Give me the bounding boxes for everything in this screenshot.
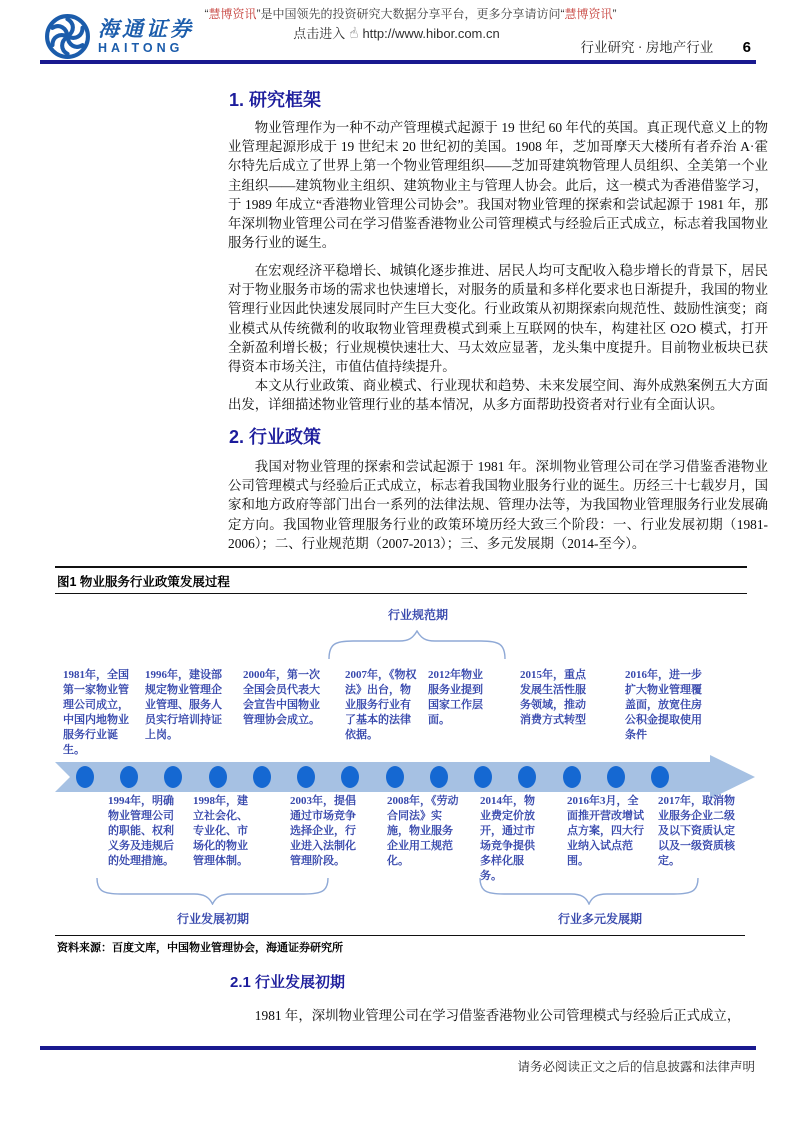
timeline-item-2016-03: 2016年3月，全面推开营改增试点方案，四大行业纳入试点范围。 xyxy=(567,795,644,867)
section-2-1-title: 2.1 行业发展初期 xyxy=(230,974,346,991)
promo-click-label[interactable]: 点击进入 xyxy=(293,26,346,41)
doc-category: 行业研究 · 房地产行业 xyxy=(580,40,714,55)
paragraph: 我国对物业管理的探索和尝试起源于 1981 年。深圳物业管理公司在学习借鉴香港物业公司管理模式与经验后正式成立，标志着我国物业服务行业的诞生。历经三十七载岁月，国家和地方政府等部门出台一系列的法律法规、管理办法等，为我国物业管理服务行业发展确定方向。我国物业管理服务行业的政策环境历经大致三个阶段：一、行业发展初期（1981-2006）；二、行业规范期（2007-2013）；三、多元发展期（2014-至今）。 xyxy=(228,459,768,551)
header-rule xyxy=(40,60,756,64)
timeline-item-1994: 1994年，明确物业管理公司的职能、权利义务及违规后的处理措施。 xyxy=(108,795,174,867)
hand-cursor-icon: ☝ xyxy=(347,24,361,43)
brace-bottom-right-icon xyxy=(478,877,700,905)
timeline-item-2012: 2012年物业服务业提到国家工作层面。 xyxy=(428,669,483,726)
phase-label-initial: 行业发展初期 xyxy=(176,912,249,926)
policy-timeline-diagram xyxy=(55,592,745,936)
paragraph: 在宏观经济平稳增长、城镇化逐步推进、居民人均可支配收入稳步增长的背景下，居民对于物业服务市场的需求也快速增长，对服务的质量和多样化要求也日渐提升，我国的物业管理行业因此快速发展同时产生巨大变化。行业政策从初期探索向规范性、鼓励性演变；商业模式从传统微利的收取物业管理费模式到乘上互联网的快车，构建社区 O2O 模式，打开全新盈利增长极；行业规模快速壮大、马太效应显著，龙头集中度提升。目前物业板块已获得资本市场关注，市值估值持续提升。 xyxy=(228,263,768,375)
timeline-item-2000: 2000年，第一次全国会员代表大会宣告中国物业管理协会成立。 xyxy=(243,669,320,726)
timeline-item-1998: 1998年，建立社会化、专业化、市场化的物业管理体制。 xyxy=(193,795,248,867)
promo-quote: “ xyxy=(204,7,209,21)
section-2-title: 2. 行业政策 xyxy=(229,427,322,447)
promo-brand: 慧博资讯 xyxy=(208,7,257,21)
promo-brand-2: 慧博资讯 xyxy=(564,7,613,21)
timeline-item-2015: 2015年，重点发展生活性服务领域，推动消费方式转型 xyxy=(520,669,586,726)
phase-label-diverse: 行业多元发展期 xyxy=(557,912,642,926)
section-1-title: 1. 研究框架 xyxy=(229,90,322,110)
figure-source: 资料来源：百度文库，中国物业管理协会，海通证券研究所 xyxy=(57,942,343,954)
promo-url-link[interactable]: http://www.hibor.com.cn xyxy=(362,26,500,41)
timeline-item-2016: 2016年，进一步扩大物业管理覆盖面，放宽住房公积金提取使用条件 xyxy=(625,669,702,741)
haitong-emblem-icon xyxy=(44,13,91,60)
doc-meta xyxy=(575,36,753,61)
timeline-item-1996: 1996年，建设部规定物业管理企业管理、服务人员实行培训持证上岗。 xyxy=(145,669,222,741)
timeline-item-2014: 2014年，物业费定价放开，通过市场竞争提供多样化服务。 xyxy=(480,795,535,882)
timeline-item-2008: 2008年，《劳动合同法》实施，物业服务企业用工规范化。 xyxy=(387,795,459,867)
paragraph: 物业管理作为一种不动产管理模式起源于 19 世纪 60 年代的英国。真正现代意义上的物业管理起源形成于 19 世纪末 20 世纪初的美国。1908 年，芝加哥摩天大楼所有者乔治 A·霍尔特先后成立了世界上第一个物业管理组织——芝加哥建筑物管理人员组织、全美第一个业主组织——建筑物业主组织、建筑物业主与管理人协会。此后，这一模式为香港借鉴学习，于 1989 年成立“香港物业管理公司协会”。我国对物业管理的探索和尝试起源于 1981 年，那年深圳物业管理公司在学习借鉴香港物业公司管理模式与经验后正式成立，标志着我国物业服务行业的诞生。 xyxy=(228,120,768,251)
logo-name-cn: 海通证券 xyxy=(98,16,194,41)
page-number: 6 xyxy=(742,39,751,56)
figure-caption: 图1 物业服务行业政策发展过程 xyxy=(55,566,747,594)
logo-name-en: HAITONG xyxy=(98,40,184,55)
footer-rule xyxy=(40,1046,756,1050)
footer-disclaimer: 请务必阅读正文之后的信息披露和法律声明 xyxy=(517,1060,755,1074)
timeline-item-2007: 2007年，《物权法》出台，物业服务行业有了基本的法律依据。 xyxy=(345,669,417,741)
haitong-logo xyxy=(44,13,194,60)
phase-label-regulation: 行业规范期 xyxy=(387,608,448,622)
paragraph: 1981 年，深圳物业管理公司在学习借鉴香港物业公司管理模式与经验后正式成立， xyxy=(254,1008,741,1023)
timeline-item-2017: 2017年，取消物业服务企业二级及以下资质认定以及一级资质核定。 xyxy=(658,795,735,867)
timeline-item-2003: 2003年，提倡通过市场竞争选择企业，行业进入法制化管理阶段。 xyxy=(290,795,356,867)
brace-bottom-left-icon xyxy=(95,877,330,905)
brace-top-icon xyxy=(327,630,507,660)
promo-text: ”是中国领先的投资研究大数据分享平台，更多分享请访问“ xyxy=(256,7,565,21)
paragraph: 本文从行业政策、商业模式、行业现状和趋势、未来发展空间、海外成熟案例五大方面出发，详细描述物业管理行业的基本情况，从多方面帮助投资者对行业有全面认识。 xyxy=(228,378,768,413)
timeline-item-1981: 1981年，全国第一家物业管理公司成立，中国内地物业服务行业诞生。 xyxy=(63,669,129,756)
promo-quote-close: ” xyxy=(612,7,617,21)
